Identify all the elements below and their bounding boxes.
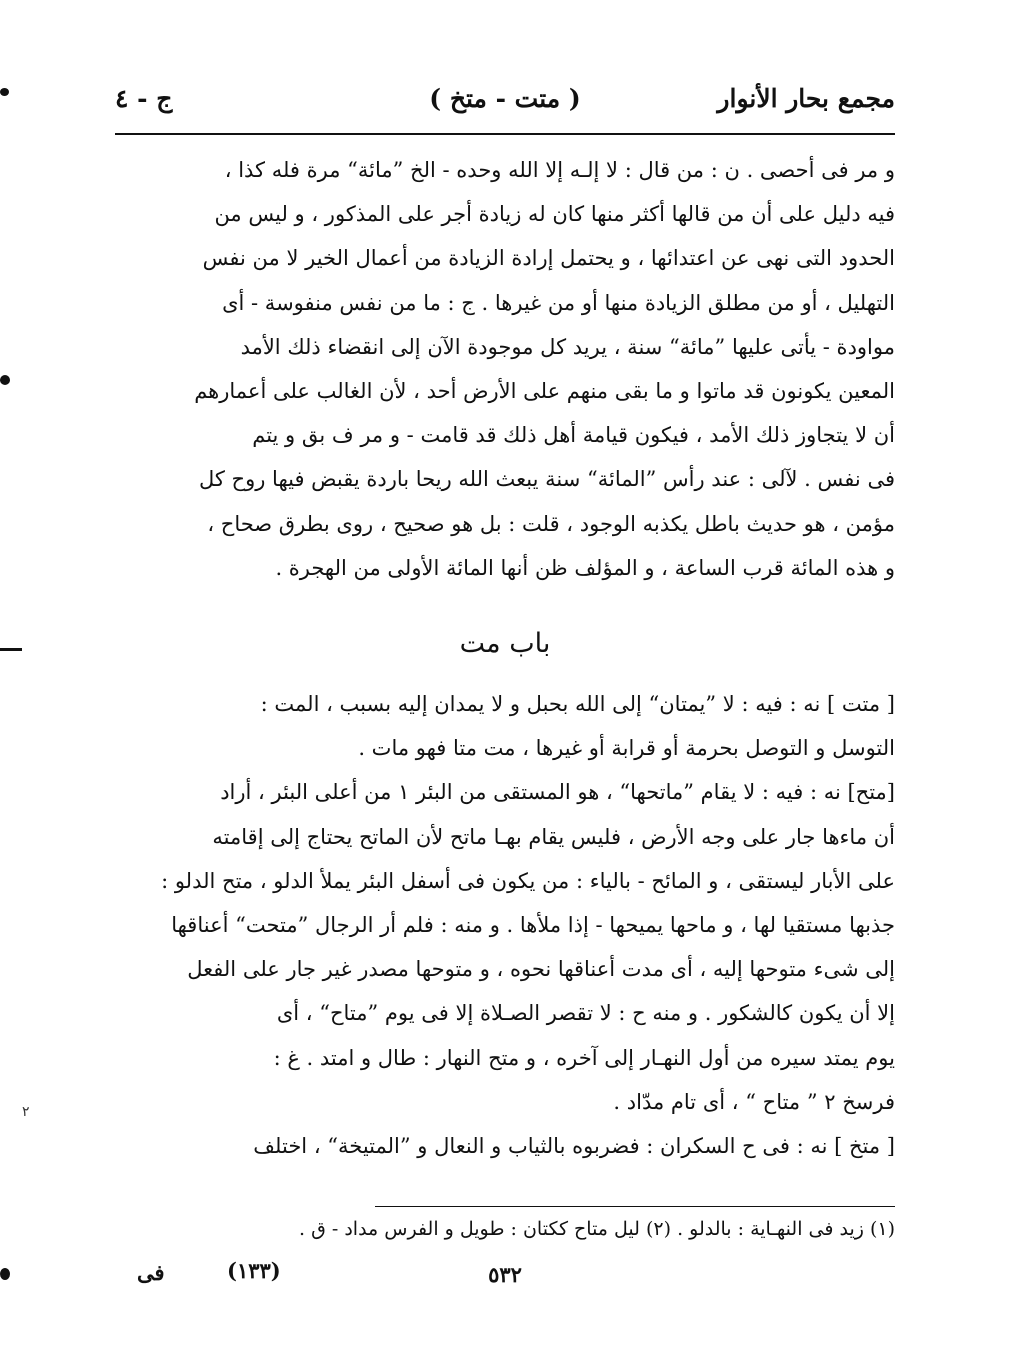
text-line: فى نفس . لآلى : عند رأس ”المائة“ سنة يبعث الله ريحا باردة يقبض فيها روح كل <box>198 467 895 492</box>
text-line: يوم يمتد سيره من أول النهـار إلى آخره ، و متح النهار : طال و امتد . غ : <box>273 1045 895 1070</box>
section-range: ( متت - متخ ) <box>429 84 581 113</box>
text-line: [متح] نه : فيه : لا يقام ”ماتحها“ ، هو المستقى من البئر ١ من أعلى البئر ، أراد <box>220 780 895 805</box>
scan-mark <box>0 88 9 96</box>
text-line: فيه دليل على أن من قالها أكثر منها كان له زيادة أجر على المذكور ، و ليس من <box>214 202 895 227</box>
page-number: ٥٣٢ <box>488 1262 522 1287</box>
text-line: مواودة - يأتى عليها ”مائة“ سنة ، يريد كل موجودة الآن إلى انقضاء ذلك الأمد <box>240 334 895 359</box>
page-header <box>115 78 895 130</box>
volume-label: ج - ٤ <box>115 84 173 113</box>
text-line: الحدود التى نهى عن اعتدائها ، و يحتمل إرادة الزيادة من أعمال الخير لا من نفس <box>202 246 895 271</box>
text-line: أن لا يتجاوز ذلك الأمد ، فيكون قيامة أهل ذلك قد قامت - و مر ف بق و يتم <box>252 423 895 448</box>
text-line: التوسل و التوصل بحرمة أو قرابة أو غيرها ، مت متا فهو مات . <box>358 736 895 761</box>
body-text-upper <box>115 148 895 590</box>
text-line: و مر فى أحصى . ن : من قال : لا إلـه إلا الله وحده - الخ ”مائة“ مرة فله كذا ، <box>224 158 895 182</box>
scan-mark <box>0 648 22 651</box>
text-line: أن ماءها جار على وجه الأرض ، فليس يقام بهـا ماتح لأن الماتح يحتاج إلى إقامته <box>212 824 895 849</box>
signature-mark: (١٣٣) <box>227 1258 281 1283</box>
text-line: المعين يكونون قد ماتوا و ما بقى منهم على الأرض أحد ، لأن الغالب على أعمارهم <box>194 379 895 404</box>
scan-mark <box>0 1268 10 1280</box>
text-line: [ متت ] نه : فيه : لا ”يمتان“ إلى الله بحبل و لا يمدان إليه بسبب ، المت : <box>260 692 895 716</box>
book-title: مجمع بحار الأنوار <box>717 84 895 113</box>
footnote-rule <box>375 1206 895 1207</box>
text-line: إلا أن يكون كالشكور . و منه ح : لا تقصر الصـلاة إلا فى يوم ”متاح“ ، أى <box>276 1001 895 1026</box>
scan-mark <box>0 375 10 385</box>
text-line: على الأبار ليستقى ، و المائح - بالياء : من يكون فى أسفل البئر يملأ الدلو ، متح الدلو : <box>161 868 895 893</box>
text-line: فرسخ ٢ ” متاح “ ، أى تام مدّاد . <box>613 1089 895 1114</box>
text-line: إلى شىء متوحها إليه ، أى مدت أعناقها نحوه ، و متوحها مصدر غير جار على الفعل <box>187 957 895 982</box>
body-text-lower <box>115 682 895 1168</box>
page-footer <box>115 1256 895 1296</box>
text-line: التهليل ، أو من مطلق الزيادة منها أو من غيرها . ج : ما من نفس منفوسة - أى <box>222 290 895 315</box>
side-mark: ٢ <box>22 1104 30 1120</box>
footnote: (١) زيد فى النهـاية : بالدلو . (٢) ليل متاح ككتان : طويل و الفرس مداد - ق . <box>299 1218 895 1240</box>
text-line: جذبها مستقيا لها ، و ماحها يميحها - إذا ملأها . و منه : فلم أر الرجال ”متحت“ أعناقها <box>171 913 895 938</box>
chapter-title: باب مت <box>459 628 551 659</box>
header-rule <box>115 133 895 135</box>
text-line: و هذه المائة قرب الساعة ، و المؤلف ظن أنها المائة الأولى من الهجرة . <box>275 555 895 580</box>
text-line: مؤمن ، هو حديث باطل يكذبه الوجود ، قلت : بل هو صحيح ، روى بطرق صحاح ، <box>207 511 895 536</box>
catchword: فى <box>137 1260 165 1285</box>
text-line: [ متخ ] نه : فى ح السكران : فضربوه بالثياب و النعال و ”المتيخة“ ، اختلف <box>253 1134 895 1159</box>
